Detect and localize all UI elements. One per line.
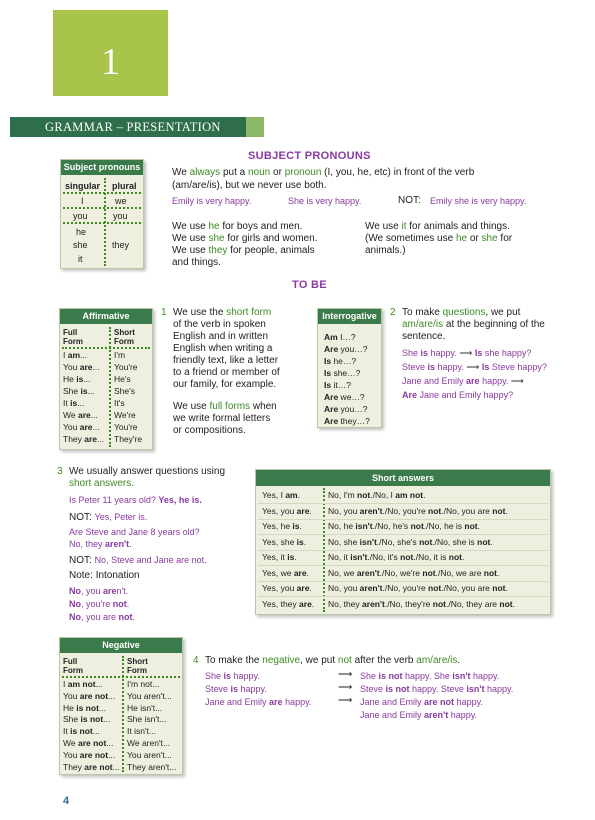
note-1-line2: of the verb in spoken <box>173 319 266 330</box>
note-1-line9: we write formal letters <box>173 413 271 424</box>
interrogative-form: Am I…? <box>324 332 356 342</box>
interrogative-form: Is she…? <box>324 368 361 378</box>
note-2-example-1: She is happy. ⟶ Is she happy? <box>402 348 532 358</box>
short-answer-no: No, it isn't./No, it's not./No, it is not. <box>328 552 465 562</box>
note-3-example-3: No, they aren't. <box>69 539 132 549</box>
pronoun-plural: they <box>112 240 130 250</box>
neg-full-form: He is not... <box>63 702 106 713</box>
short-answer-yes: Yes, it is. <box>262 552 297 562</box>
short-answer-no: No, she isn't./No, she's not./No, she is not. <box>328 536 493 547</box>
short-answers-title: Short answers <box>256 470 550 486</box>
aff-short-form: He's <box>114 374 131 384</box>
sp-use-it-note-cont: animals.) <box>365 245 406 256</box>
neg-short-form: He isn't... <box>127 702 163 713</box>
aff-full-form: He is... <box>63 374 91 384</box>
neg-full-form: It is not... <box>63 726 100 737</box>
neg-short-form: I'm not... <box>127 679 160 689</box>
neg-short-form: They aren't... <box>127 761 177 772</box>
note-2-number: 2 <box>390 307 396 318</box>
sp-use-she: We use she for girls and women. <box>172 233 318 244</box>
col-plural-header: plural <box>112 181 137 191</box>
note-4-example-left: Steve is happy. <box>205 684 267 694</box>
unit-number: 1 <box>101 41 120 83</box>
short-answer-no: No, you aren't./No, you're not./No, you are not. <box>328 583 508 593</box>
neg-short-header: Short Form <box>127 657 148 675</box>
neg-full-form: She is not... <box>63 714 111 725</box>
aff-short-form: They're <box>114 434 143 444</box>
neg-full-header: Full Form <box>63 657 83 675</box>
pronoun-singular: I <box>81 196 84 206</box>
pronoun-singular: she <box>73 240 88 250</box>
aff-full-form: I am... <box>63 350 88 360</box>
short-answer-no: No, I'm not./No, I am not. <box>328 490 426 500</box>
section-banner-title: GRAMMAR – PRESENTATION <box>45 120 221 134</box>
sp-intro-line1: We always put a noun or pronoun (I, you, he, etc) in front of the verb <box>172 167 475 178</box>
short-answer-no: No, we aren't./No, we're not./No, we are not. <box>328 567 500 578</box>
sp-use-they-cont: and things. <box>172 257 221 268</box>
short-answer-no: No, he isn't./No, he's not./No, he is not. <box>328 521 481 531</box>
note-1-number: 1 <box>161 307 167 318</box>
sp-use-it-note: (We sometimes use he or she for <box>365 233 513 244</box>
short-answer-no: No, they aren't./No, they're not./No, they are not. <box>328 598 515 609</box>
note-2-example-3: Jane and Emily are happy. ⟶ <box>402 376 524 386</box>
note-4-line1: To make the negative, we put not after the verb am/are/is. <box>205 655 461 666</box>
sp-use-they: We use they for people, animals <box>172 245 315 256</box>
note-3-number: 3 <box>57 466 63 477</box>
neg-full-form: You are not... <box>63 749 116 760</box>
interrogative-title: Interrogative <box>318 309 381 324</box>
note-4-example-right: She is not happy. She isn't happy. <box>360 671 500 681</box>
neg-short-form: We aren't... <box>127 738 171 748</box>
sp-use-it: We use it for animals and things. <box>365 221 510 232</box>
note-4-number: 4 <box>193 655 199 666</box>
aff-full-form: You are... <box>63 422 100 432</box>
negative-table <box>59 637 183 775</box>
note-3-example-1: Is Peter 11 years old? Yes, he is. <box>69 495 202 505</box>
interrogative-form: Are we…? <box>324 392 365 402</box>
note-1-line10: or compositions. <box>173 425 246 436</box>
note-2-example-2: Steve is happy. ⟶ Is Steve happy? <box>402 362 547 372</box>
pronoun-plural: we <box>115 196 127 206</box>
interrogative-form: Are you…? <box>324 344 368 354</box>
note-3-intonation-1: No, you aren't. <box>69 586 129 596</box>
neg-full-form: We are not... <box>63 738 114 748</box>
short-answer-yes: Yes, you are. <box>262 583 312 593</box>
subject-pronouns-table <box>60 159 144 269</box>
aff-full-form: You are... <box>63 362 100 372</box>
aff-short-form: We're <box>114 410 136 420</box>
neg-full-form: I am not... <box>63 679 103 689</box>
note-3-intonation-2: No, you're not. <box>69 599 130 609</box>
note-2-line1: To make questions, we put <box>402 307 521 318</box>
note-4-example-left: She is happy. <box>205 671 260 681</box>
page-number: 4 <box>63 795 70 807</box>
aff-short-header: Short Form <box>114 328 135 346</box>
note-3-intonation-3: No, you are not. <box>69 612 136 622</box>
note-4-example-right: Steve is not happy. Steve isn't happy. <box>360 684 514 694</box>
arrow-icon: ⟶ <box>338 682 353 693</box>
unit-number-box <box>53 10 168 96</box>
neg-full-form: You are not... <box>63 690 116 701</box>
short-answer-no: No, you aren't./No, you're not./No, you are not. <box>328 505 508 516</box>
short-answer-yes: Yes, we are. <box>262 567 309 578</box>
note-1-line7: our family, for example. <box>173 379 277 390</box>
note-1-line3: English and in written <box>173 331 269 342</box>
pronoun-singular: it <box>78 254 83 264</box>
pronoun-plural: you <box>113 211 128 221</box>
interrogative-form: Are you…? <box>324 404 368 414</box>
affirmative-table <box>59 308 153 450</box>
aff-short-form: You're <box>114 362 138 372</box>
neg-short-form: It isn't... <box>127 726 157 737</box>
neg-short-form: You aren't... <box>127 690 172 701</box>
short-answer-yes: Yes, she is. <box>262 536 307 547</box>
col-singular-header: singular <box>65 181 101 191</box>
negative-title: Negative <box>60 638 182 653</box>
aff-full-form: We are... <box>63 410 98 420</box>
aff-full-form: They are... <box>63 434 105 444</box>
pronoun-singular: you <box>73 211 88 221</box>
aff-short-form: I'm <box>114 350 126 360</box>
sp-example-2: She is very happy. <box>288 196 362 206</box>
short-answer-yes: Yes, I am. <box>262 490 300 500</box>
sp-example-1: Emily is very happy. <box>172 196 252 206</box>
note-1-line1: We use the short form <box>173 307 272 318</box>
note-4-example-right: Jane and Emily are not happy. <box>360 697 483 707</box>
note-3-line2: short answers. <box>69 478 135 489</box>
neg-short-form: She isn't... <box>127 714 167 725</box>
affirmative-title: Affirmative <box>60 309 152 324</box>
note-1-line8: We use full forms when <box>173 401 277 412</box>
subject-pronouns-table-title: Subject pronouns <box>61 160 143 175</box>
short-answer-yes: Yes, you are. <box>262 505 312 516</box>
arrow-icon: ⟶ <box>338 669 353 680</box>
note-3-not-1: NOT: Yes, Peter is. <box>69 512 148 523</box>
note-4-example-right: Jane and Emily aren't happy. <box>360 710 478 720</box>
note-4-example-left: Jane and Emily are happy. <box>205 697 312 707</box>
aff-full-header: Full Form <box>63 328 83 346</box>
sp-not-example: Emily she is very happy. <box>430 196 527 206</box>
note-2-line3: sentence. <box>402 331 446 342</box>
short-answer-yes: Yes, he is. <box>262 521 302 531</box>
interrogative-form: Is it…? <box>324 380 351 390</box>
aff-full-form: It is... <box>63 398 85 408</box>
interrogative-form: Are they…? <box>324 416 370 426</box>
aff-full-form: She is... <box>63 386 95 396</box>
note-1-line5: friendly text, like a letter <box>173 355 279 366</box>
note-1-line4: English when writing a <box>173 343 273 354</box>
note-3-line1: We usually answer questions using <box>69 466 226 477</box>
neg-short-form: You aren't... <box>127 749 172 760</box>
note-3-not-2: NOT: No, Steve and Jane are not. <box>69 555 207 566</box>
interrogative-table <box>317 308 382 428</box>
aff-short-form: You're <box>114 422 138 432</box>
aff-short-form: She's <box>114 386 135 396</box>
to-be-title: TO BE <box>292 279 327 291</box>
sp-intro-line2: (am/are/is), but we never use both. <box>172 180 327 191</box>
sp-not-label: NOT: <box>398 195 421 206</box>
short-answer-yes: Yes, they are. <box>262 598 315 609</box>
short-answers-table <box>255 469 551 615</box>
subject-pronouns-title: SUBJECT PRONOUNS <box>248 150 371 162</box>
note-2-example-4: Are Jane and Emily happy? <box>402 390 514 400</box>
note-2-line2: am/are/is at the beginning of the <box>402 319 545 330</box>
note-3-note: Note: Intonation <box>69 570 140 581</box>
pronoun-singular: he <box>76 227 87 237</box>
neg-full-form: They are not... <box>63 761 120 772</box>
note-3-example-2: Are Steve and Jane 8 years old? <box>69 527 200 537</box>
interrogative-form: Is he…? <box>324 356 357 366</box>
aff-short-form: It's <box>114 398 125 408</box>
note-1-line6: to a friend or member of <box>173 367 280 378</box>
arrow-icon: ⟶ <box>338 695 353 706</box>
sp-use-he: We use he for boys and men. <box>172 221 303 232</box>
